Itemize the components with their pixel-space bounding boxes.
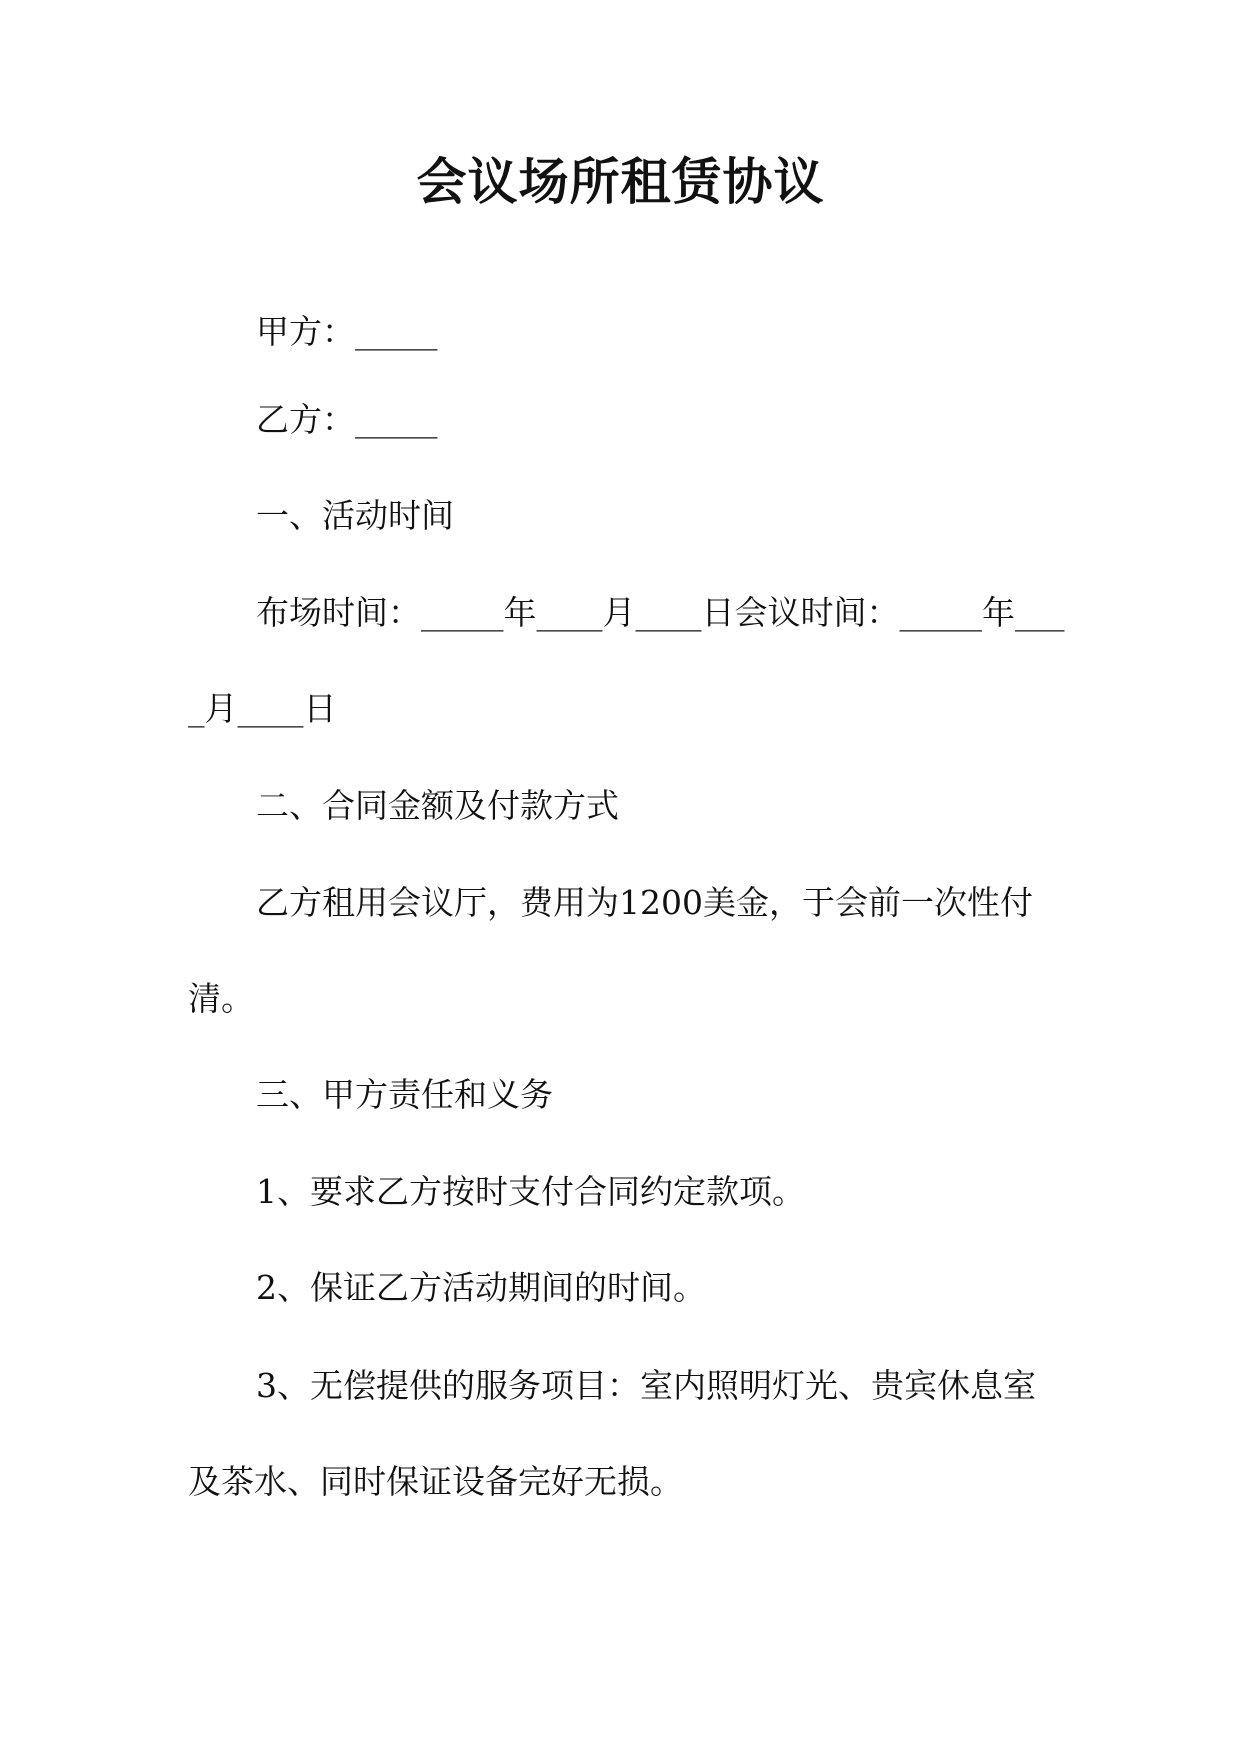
section3-item-1: 1、要求乙方按时支付合同约定款项。: [256, 1172, 805, 1211]
section1-heading: 一、活动时间: [256, 496, 454, 535]
section2-heading: 二、合同金额及付款方式: [256, 786, 619, 825]
section3-item-3: 3、无偿提供的服务项目：室内照明灯光、贵宾休息室及茶水、同时保证设备完好无损。: [188, 1366, 1036, 1501]
section1-body: 布场时间：_____年____月____日会议时间：_____年____月____日: [188, 593, 1065, 728]
party-a-line: 甲方：_____: [256, 312, 438, 351]
section3-item-2: 2、保证乙方活动期间的时间。: [256, 1268, 706, 1307]
party-b-line: 乙方：_____: [256, 400, 438, 439]
section3-heading: 三、甲方责任和义务: [256, 1075, 553, 1114]
section2-body: 乙方租用会议厅，费用为1200美金，于会前一次性付清。: [188, 883, 1033, 1018]
document-title: 会议场所租赁协议: [416, 152, 825, 211]
